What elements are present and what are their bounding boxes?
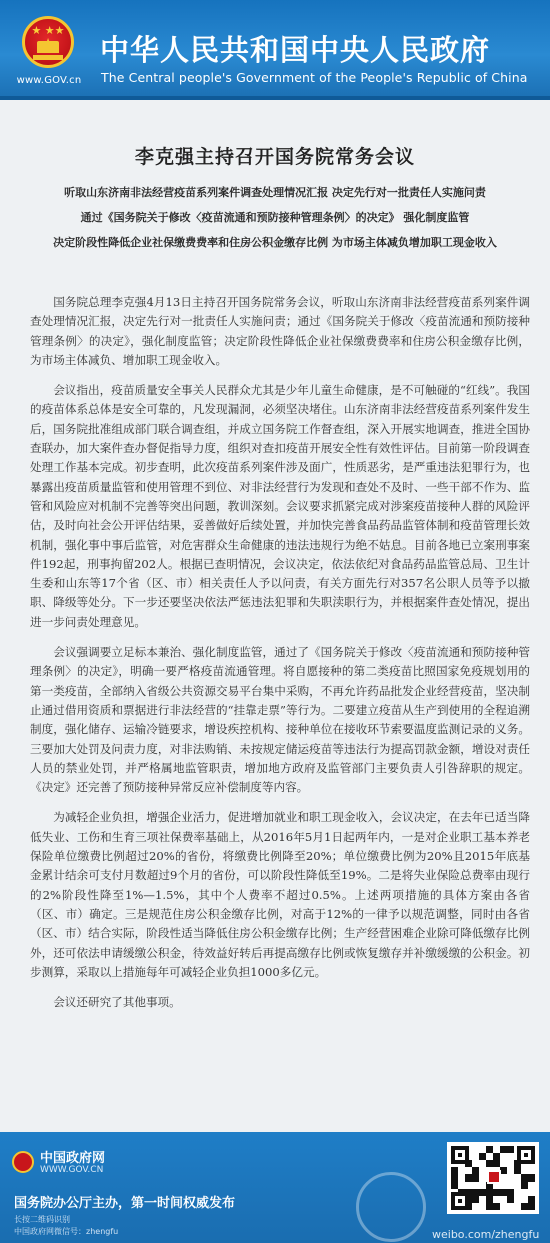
footer-emblem-icon — [12, 1151, 34, 1173]
article-paragraph: 会议强调要立足标本兼治、强化制度监管，通过了《国务院关于修改〈疫苗流通和预防接种管理条例〉的决定》，明确一要严格疫苗流通管理。将自愿接种的第二类疫苗比照国家免疫规划用的第一类疫苗，全部纳入省级公共资源交易平台集中采购，不再允许药品批发企业经营疫苗，坚决制止通过借用资质和票据进行非法经营的“挂靠走票”等行为。二要建立疫苗从生产到使用的全程追溯制度，强化储存、运输冷链要求，增设疾控机构、接种单位在接收环节索要温度监测记录的义务。三要加大处罚及问责力度，对非法购销、未按规定储运疫苗等违法行为提高罚款金额，增设对责任人员的禁业处罚，并严格属地监管职责，增加地方政府及监管部门主要负责人引咎辞职的规定。《决定》还完善了预防接种异常反应补偿制度等内容。 — [30, 645, 530, 795]
site-url[interactable]: www.GOV.cn — [16, 75, 82, 86]
qr-logo-icon — [487, 1170, 501, 1184]
article-paragraph: 会议指出，疫苗质量安全事关人民群众尤其是少年儿童生命健康，是不可触碰的“红线”。我国的疫苗体系总体是安全可靠的，凡发现漏洞，必须坚决堵住。山东济南非法经营疫苗系列案件发生后，国务院批准组成部门联合调查组，并成立国务院工作督查组，深入开展实地调查，推进全国协查联办，加大案件查办督促指导力度，组织对查扣疫苗开展安全性有效性评估。目前第一阶段调查处理工作基本完成。初步查明，此次疫苗系列案件涉及面广，性质恶劣，是严重违法犯罪行为，也暴露出疫苗质量监管和使用管理不到位、对非法经营行为发现和查处不及时、一些干部不作为、监管和风险应对机制不完善等突出问题，教训深刻。会议要求抓紧完成对涉案疫苗接种人群的风险评估，及时向社会公开评估结果，妥善做好后续处置，并加快完善食品药品监管体制和疫苗管理长效机制，强化事中事后监管，对危害群众生命健康的违法违规行为绝不姑息。目前各地已立案刑事案件192起，刑事拘留202人。根据已查明情况，会议决定，依法依纪对食品药品监管总局、卫生计生委和山东等17个省（区、市）相关责任人予以问责，有关方面先行对357名公职人员等予以撤职、降级等处分。下一步还要坚决依法严惩违法犯罪和失职渎职行为，并根据案件查处情况，提出进一步问责处理意见。 — [30, 383, 530, 629]
article-subtitle: 决定阶段性降低企业社保缴费费率和住房公积金缴存比例 为市场主体减负增加职工现金收入 — [53, 236, 497, 249]
qr-scan-hint: 长按二维码识别 — [14, 1215, 70, 1224]
site-title-en: The Central people's Government of the People's Republic of China — [101, 70, 528, 85]
footer-url[interactable]: WWW.GOV.CN — [40, 1165, 104, 1175]
footer-brand: 中国政府网 — [40, 1151, 106, 1166]
qr-finder-icon — [451, 1146, 469, 1164]
article — [0, 100, 550, 1132]
site-title-cn: 中华人民共和国中央人民政府 — [100, 33, 491, 67]
wechat-id: 中国政府网微信号：zhengfu — [14, 1227, 119, 1236]
article-body — [30, 293, 530, 1023]
article-headline: 李克强主持召开国务院常务会议 — [134, 146, 415, 168]
qr-finder-icon — [451, 1192, 469, 1210]
article-paragraph: 为减轻企业负担，增强企业活力，促进增加就业和职工现金收入，会议决定，在去年已适当降低失业、工伤和生育三项社保费率基础上，从2016年5月1日起两年内，一是对企业职工基本养老保险单位缴费比例超过20%的省份，将缴费比例降至20%；单位缴费比例为20%且2015年底基金累计结余可支付月数超过9个月的省份，可以阶段性降低至19%。二是将失业保险总费率由现行的2%阶段性降至1%—1.5%，其中个人费率不超过0.5%。上述两项措施的具体方案由各省（区、市）确定。三是规范住房公积金缴存比例，对高于12%的一律予以规范调整，同时由各省（区、市）结合实际，阶段性适当降低住房公积金缴存比例；生产经营困难企业除可降低缴存比例外，还可依法申请缓缴公积金，待效益好转后再提高缴存比例或恢复缴存并补缴缓缴的公积金。初步测算，采取以上措施每年可减轻企业负担1000多亿元。 — [30, 810, 530, 979]
footer-slogan: 国务院办公厅主办，第一时间权威发布 — [14, 1196, 236, 1211]
watermark-logo-icon — [356, 1172, 426, 1242]
article-subtitles — [18, 180, 532, 255]
qr-code[interactable] — [447, 1142, 539, 1214]
article-subtitle: 通过《国务院关于修改〈疫苗流通和预防接种管理条例〉的决定》 强化制度监管 — [80, 211, 470, 224]
article-paragraph: 会议还研究了其他事项。 — [53, 995, 181, 1010]
article-subtitle: 听取山东济南非法经营疫苗系列案件调查处理情况汇报 决定先行对一批责任人实施问责 — [64, 186, 486, 199]
article-paragraph: 国务院总理李克强4月13日主持召开国务院常务会议，听取山东济南非法经营疫苗系列案件调查处理情况汇报，决定先行对一批责任人实施问责；通过《国务院关于修改〈疫苗流通和预防接种管理条例〉的决定》，强化制度监管；决定阶段性降低企业社保缴费费率和住房公积金缴存比例，为市场主体减负、增加职工现金收入。 — [30, 295, 530, 367]
qr-finder-icon — [517, 1146, 535, 1164]
weibo-watermark: weibo.com/zhengfu — [432, 1228, 540, 1241]
site-footer — [0, 1132, 550, 1243]
national-emblem-icon: ★ ★★ — [22, 16, 74, 68]
site-header — [0, 0, 550, 100]
